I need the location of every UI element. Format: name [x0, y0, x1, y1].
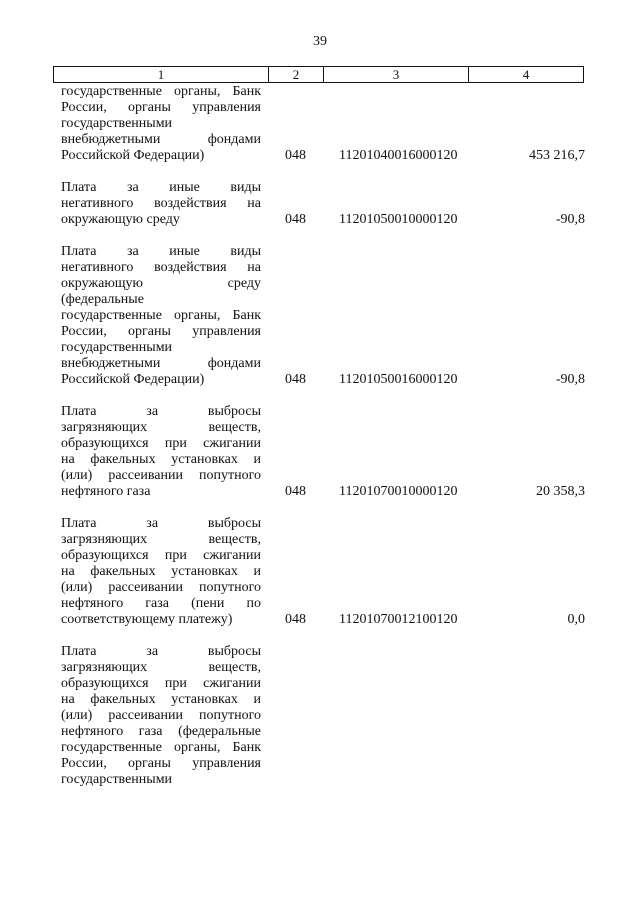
amount: -90,8 — [555, 212, 585, 227]
admin-code: 048 — [285, 612, 306, 627]
row-name-line: нефтяного газа (пени по — [61, 596, 261, 611]
row-gap — [0, 500, 640, 516]
row-name-line: Российской Федерации) — [61, 372, 205, 387]
row-name-line: образующихся при сжигании — [61, 548, 261, 563]
row-name — [61, 84, 261, 164]
budget-code: 11201070010000120 — [339, 484, 458, 499]
row-name-line: на факельных установках и — [61, 692, 261, 707]
row-name-line: негативного воздействия на — [61, 196, 261, 211]
amount: 20 358,3 — [536, 484, 585, 499]
row-name-line: (федеральные — [61, 292, 144, 307]
amount: 0,0 — [567, 612, 585, 627]
page-number: 39 — [313, 34, 327, 49]
budget-code: 11201070012100120 — [339, 612, 458, 627]
row-name-line: государственные органы, Банк — [61, 740, 261, 755]
admin-code: 048 — [285, 372, 306, 387]
row-name-line: загрязняющих веществ, — [61, 532, 261, 547]
row-name-line: Плата за выбросы — [61, 404, 261, 419]
row-name-line: России, органы управления — [61, 324, 261, 339]
row-name-line: России, органы управления — [61, 756, 261, 771]
row-name-line: государственные органы, Банк — [61, 84, 261, 99]
table-row — [0, 180, 640, 228]
row-name-line: Плата за выбросы — [61, 644, 261, 659]
table-row — [0, 516, 640, 628]
row-name-line: (или) рассеивании попутного — [61, 580, 261, 595]
row-gap — [0, 228, 640, 244]
admin-code: 048 — [285, 212, 306, 227]
table-row — [0, 404, 640, 500]
row-name — [61, 404, 261, 500]
amount: 453 216,7 — [529, 148, 585, 163]
row-name — [61, 644, 261, 788]
row-name — [61, 516, 261, 628]
amount: -90,8 — [555, 372, 585, 387]
row-name-line: государственными — [61, 116, 173, 131]
table-row — [0, 644, 640, 788]
row-name-line: окружающую среду — [61, 212, 180, 227]
row-name-line: Российской Федерации) — [61, 148, 205, 163]
row-name-line: (или) рассеивании попутного — [61, 708, 261, 723]
header-col-1: 1 — [54, 67, 269, 82]
row-name-line: загрязняющих веществ, — [61, 420, 261, 435]
row-name-line: Плата за иные виды — [61, 244, 261, 259]
row-name — [61, 244, 261, 388]
table-row — [0, 84, 640, 164]
row-name — [61, 180, 261, 228]
header-col-2: 2 — [269, 67, 324, 82]
row-name-line: окружающую среду — [61, 276, 261, 291]
row-gap — [0, 164, 640, 180]
row-gap — [0, 388, 640, 404]
table-body — [0, 84, 640, 788]
row-name-line: соответствующему платежу) — [61, 612, 233, 627]
row-name-line: государственные органы, Банк — [61, 308, 261, 323]
header-col-4: 4 — [522, 67, 530, 82]
row-name-line: нефтяного газа — [61, 484, 151, 499]
row-name-line: на факельных установках и — [61, 564, 261, 579]
admin-code: 048 — [285, 148, 306, 163]
table-header — [53, 66, 584, 83]
row-name-line: государственными — [61, 772, 173, 787]
row-name-line: России, органы управления — [61, 100, 261, 115]
budget-code: 11201040016000120 — [339, 148, 458, 163]
row-name-line: нефтяного газа (федеральные — [61, 724, 261, 739]
row-name-line: образующихся при сжигании — [61, 436, 261, 451]
row-name-line: загрязняющих веществ, — [61, 660, 261, 675]
row-name-line: государственными — [61, 340, 173, 355]
row-name-line: образующихся при сжигании — [61, 676, 261, 691]
row-name-line: на факельных установках и — [61, 452, 261, 467]
row-name-line: внебюджетными фондами — [61, 356, 261, 371]
table-row — [0, 244, 640, 388]
row-name-line: Плата за выбросы — [61, 516, 261, 531]
row-name-line: негативного воздействия на — [61, 260, 261, 275]
budget-code: 11201050016000120 — [339, 372, 458, 387]
header-col-3: 3 — [324, 67, 469, 82]
row-gap — [0, 628, 640, 644]
admin-code: 048 — [285, 484, 306, 499]
row-name-line: Плата за иные виды — [61, 180, 261, 195]
row-name-line: внебюджетными фондами — [61, 132, 261, 147]
budget-code: 11201050010000120 — [339, 212, 458, 227]
row-name-line: (или) рассеивании попутного — [61, 468, 261, 483]
